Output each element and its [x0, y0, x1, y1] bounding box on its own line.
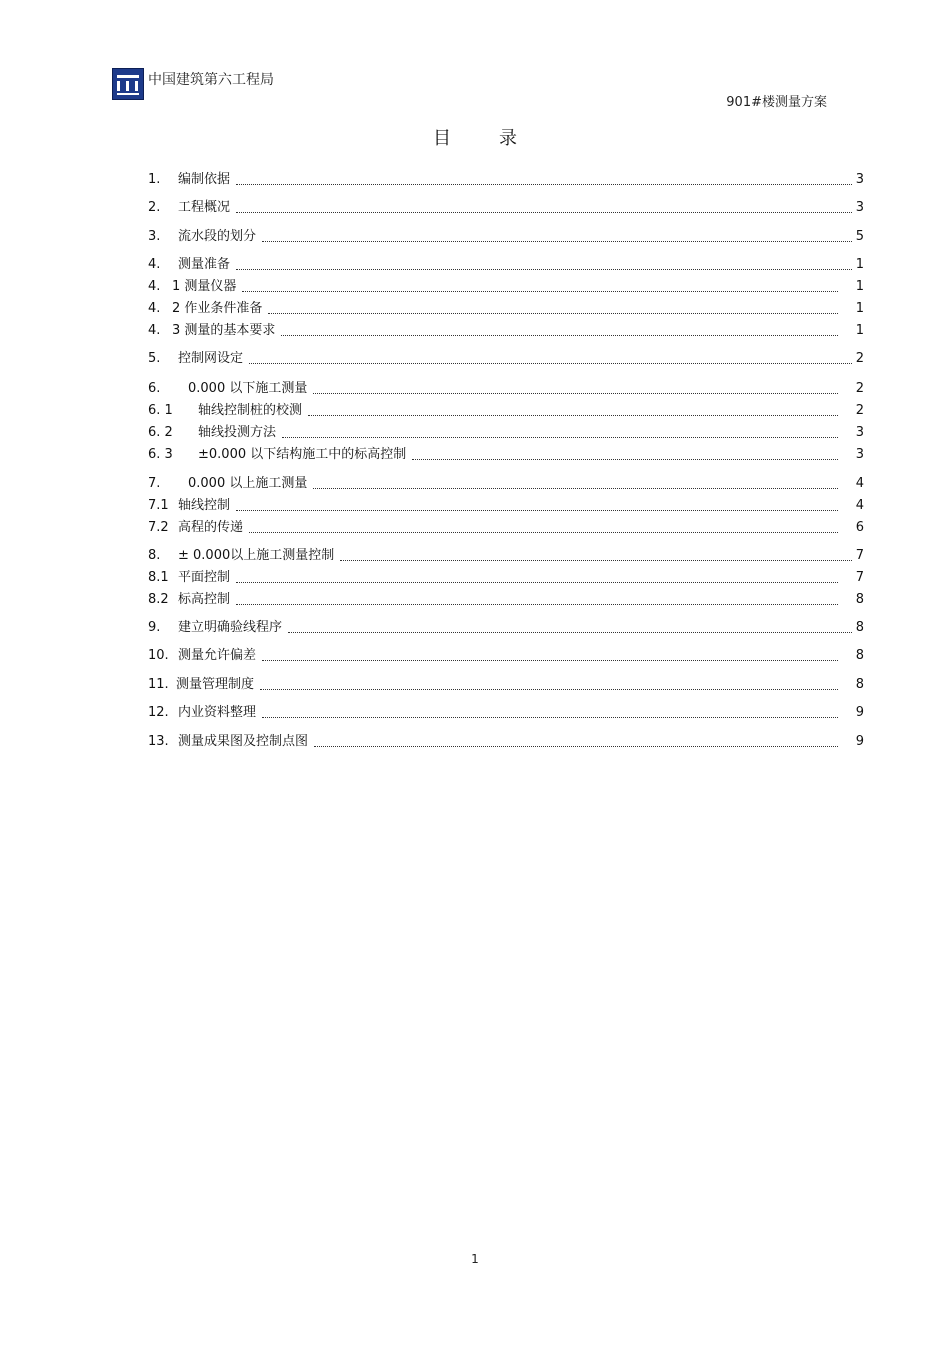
toc-entry-number: 12.: [148, 705, 169, 720]
dot-leader: [281, 335, 838, 336]
toc-entry-page: 2: [855, 351, 864, 366]
toc-entry-title: 工程概况: [178, 200, 231, 215]
toc-entry-number: 13.: [148, 734, 169, 749]
toc-entry[interactable]: [148, 704, 864, 722]
toc-entry-title: 流水段的划分: [178, 229, 257, 244]
dot-leader: [268, 313, 838, 314]
toc-entry-title: 测量准备: [178, 257, 231, 272]
dot-leader: [313, 393, 838, 394]
toc-entry[interactable]: [148, 171, 864, 189]
toc-entry-page: 3: [855, 200, 864, 215]
toc-entry-page: 6: [855, 520, 864, 535]
toc-entry-number: 7.: [148, 476, 161, 491]
toc-entry-number: 4.: [148, 257, 161, 272]
toc-entry-number: 2.: [148, 200, 161, 215]
toc-entry-number: 6. 1: [148, 403, 173, 418]
toc-entry-number: 3.: [148, 229, 161, 244]
toc-entry-number: 10.: [148, 648, 169, 663]
toc-entry-number: 1.: [148, 172, 161, 187]
dot-leader: [236, 212, 852, 213]
toc-entry-title: 标高控制: [178, 592, 231, 607]
toc-entry-number: 8.1: [148, 570, 169, 585]
toc-entry-title: 建立明确验线程序: [178, 620, 283, 635]
toc-entry-page: 8: [855, 648, 864, 663]
toc-entry-page: 4: [855, 476, 864, 491]
toc-entry-page: 7: [855, 548, 864, 563]
toc-entry-title: 3 测量的基本要求: [172, 323, 276, 338]
toc-entry[interactable]: [148, 228, 864, 246]
toc-entry-page: 2: [855, 381, 864, 396]
dot-leader: [308, 415, 838, 416]
toc-entry-number: 4.: [148, 301, 161, 316]
toc-entry[interactable]: [148, 647, 864, 665]
toc-entry-number: 6. 2: [148, 425, 173, 440]
toc-entry-page: 1: [855, 257, 864, 272]
toc-entry-page: 3: [855, 172, 864, 187]
toc-entry[interactable]: [148, 591, 864, 609]
toc-entry-number: 4.: [148, 323, 161, 338]
toc-entry-page: 1: [855, 279, 864, 294]
toc-entry-page: 3: [855, 447, 864, 462]
toc-entry[interactable]: [148, 733, 864, 751]
toc-entry-page: 2: [855, 403, 864, 418]
dot-leader: [236, 510, 838, 511]
toc-entry-number: 7.2: [148, 520, 169, 535]
toc-entry-title: 1 测量仪器: [172, 279, 237, 294]
toc-entry-title: ± 0.000以上施工测量控制: [178, 548, 335, 563]
toc-entry-title: 测量管理制度: [176, 677, 255, 692]
toc-entry-number: 9.: [148, 620, 161, 635]
toc-entry-page: 5: [855, 229, 864, 244]
toc-entry-title: 测量允许偏差: [178, 648, 257, 663]
toc-entry-title: 平面控制: [178, 570, 231, 585]
dot-leader: [242, 291, 838, 292]
toc-entry-title: 编制依据: [178, 172, 231, 187]
toc-entry[interactable]: [148, 547, 864, 565]
toc-entry[interactable]: [148, 199, 864, 217]
toc-entry-page: 8: [855, 592, 864, 607]
dot-leader: [262, 717, 838, 718]
toc-heading: 目录: [433, 128, 565, 149]
dot-leader: [249, 532, 838, 533]
toc-entry-title: 高程的传递: [178, 520, 244, 535]
dot-leader: [340, 560, 851, 561]
toc-entry[interactable]: [148, 569, 864, 587]
company-name: 中国建筑第六工程局: [148, 72, 274, 88]
toc-entry[interactable]: [148, 380, 864, 398]
dot-leader: [288, 632, 852, 633]
toc-entry-number: 8.: [148, 548, 161, 563]
dot-leader: [236, 582, 838, 583]
dot-leader: [262, 660, 838, 661]
toc-entry-number: 6.: [148, 381, 161, 396]
toc-entry-title: 轴线控制: [178, 498, 231, 513]
toc-entry-number: 8.2: [148, 592, 169, 607]
toc-entry[interactable]: [148, 350, 864, 368]
toc-entry-page: 8: [855, 677, 864, 692]
toc-entry[interactable]: [148, 256, 864, 274]
toc-entry-page: 3: [855, 425, 864, 440]
toc-entry-title: 内业资料整理: [178, 705, 257, 720]
toc-entry-page: 4: [855, 498, 864, 513]
dot-leader: [412, 459, 838, 460]
toc-entry-title: 0.000 以下施工测量: [188, 381, 308, 396]
toc-entry[interactable]: [148, 300, 864, 318]
page-number: 1: [471, 1252, 479, 1266]
dot-leader: [313, 488, 838, 489]
toc-entry-title: ±0.000 以下结构施工中的标高控制: [198, 447, 407, 462]
toc-entry-page: 9: [855, 705, 864, 720]
company-logo: [112, 68, 144, 100]
toc-entry[interactable]: [148, 402, 864, 420]
dot-leader: [282, 437, 838, 438]
toc-entry[interactable]: [148, 424, 864, 442]
toc-entry-page: 7: [855, 570, 864, 585]
toc-entry[interactable]: [148, 475, 864, 493]
toc-entry-number: 5.: [148, 351, 161, 366]
document-title: 901#楼测量方案: [726, 95, 827, 110]
toc-entry-number: 11.: [148, 677, 169, 692]
toc-entry-page: 8: [855, 620, 864, 635]
dot-leader: [236, 184, 852, 185]
toc-entry-number: 7.1: [148, 498, 169, 513]
toc-entry[interactable]: [148, 322, 864, 340]
toc-entry-title: 0.000 以上施工测量: [188, 476, 308, 491]
toc-entry[interactable]: [148, 619, 864, 637]
toc-entry[interactable]: [148, 446, 864, 464]
dot-leader: [236, 604, 838, 605]
toc-entry-title: 2 作业条件准备: [172, 301, 263, 316]
toc-entry-page: 1: [855, 301, 864, 316]
dot-leader: [260, 689, 838, 690]
dot-leader: [249, 363, 852, 364]
toc-entry[interactable]: [148, 676, 864, 694]
dot-leader: [262, 241, 852, 242]
toc-entry-title: 轴线投测方法: [198, 425, 277, 440]
toc-entry-number: 4.: [148, 279, 161, 294]
toc-entry[interactable]: [148, 497, 864, 515]
toc-entry-title: 轴线控制桩的校测: [198, 403, 303, 418]
toc-entry-title: 测量成果图及控制点图: [178, 734, 309, 749]
toc-entry-page: 9: [855, 734, 864, 749]
toc-entry-number: 6. 3: [148, 447, 173, 462]
toc-entry-title: 控制网设定: [178, 351, 244, 366]
dot-leader: [236, 269, 852, 270]
dot-leader: [314, 746, 838, 747]
toc-entry[interactable]: [148, 278, 864, 296]
toc-entry[interactable]: [148, 519, 864, 537]
toc-entry-page: 1: [855, 323, 864, 338]
